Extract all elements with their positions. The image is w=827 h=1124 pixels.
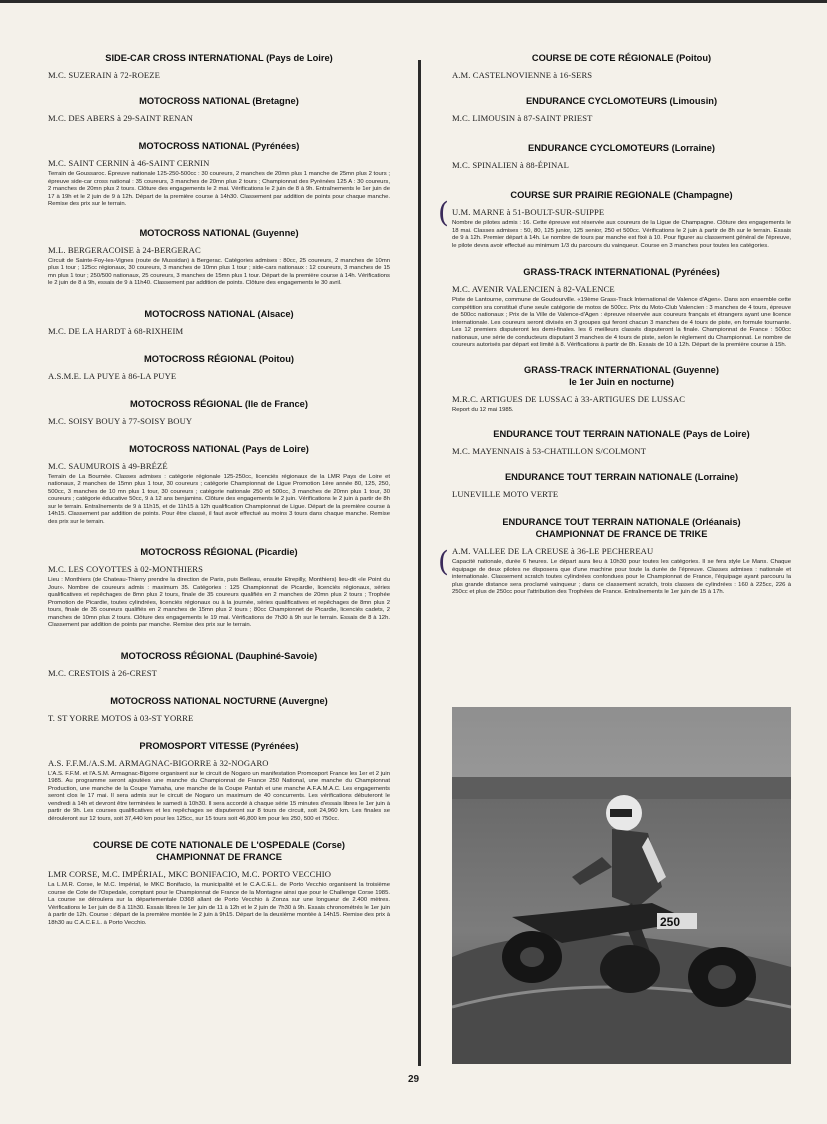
event-details: Lieu : Monthiers (de Chateau-Thierry prendre la direction de Paris, puis Belleau, ensuite Etrepilly, Monthiers) lieu-dit «le Point du Jour». Nombre de coureurs admis : maximum 35. Catégories : 125 Championnat de Picardie, licenciés régionaux, séries qualificatives et repêchages de 8mn plus 2 tours, finale de 35 coureurs qualifiés en 2 manches de 20mn plus 2 tours ; Trophée Promotion de Picardie, toutes cylindrées, licenciés régionaux ou à la journée, séries qualificatives et repêchages de 8mn plus 2 tours, finale de 35 coureurs qualifiés en 2 manches de 15mn plus 2 tours ; 80cc Championnet de Picardie, licenciés cadets, 2 manches de 10mn plus 2 tours. Clôture des engagements le 19 mai. Vérifications de 7h30 à 9h sur le terrain. Essais de 8 à 12h. Classement par addition de points par manche. Remise des prix sur le terrain.: [48, 577, 390, 628]
event-title: [48, 353, 390, 365]
event-entry: [48, 839, 390, 927]
event-entry: [48, 227, 390, 288]
event-region: (Champagne): [673, 190, 733, 200]
event-title: [452, 95, 791, 107]
top-rule: [0, 0, 827, 3]
event-type: COURSE DE COTE RÉGIONALE: [531, 53, 674, 63]
event-type: MOTOCROSS NATIONAL: [129, 443, 240, 454]
event-details: Nombre de pilotes admis : 16. Cette épreuve est réservée aux coureurs de la Ligue de Champagne. Clôture des engagements le 18 mai. Classes admises : 50, 80, 125 junior, 125 senior, 250 et 500cc. Vérifications le 2 juin à partir de 8h sur le terrain. Essais de 9 à 12h. Premier départ à 14h. Le nombre de tours par manche est fixé à 10. Pour figurer au classement général de l'épreuve, le pilote devra avoir effectué au minimum 1/3 du parcours du vainqueur. Course en 3 manches pour toutes les catégories.: [452, 220, 791, 249]
event-type: MOTOCROSS RÉGIONAL: [144, 353, 257, 364]
event-details: Report du 12 mai 1985.: [452, 406, 514, 413]
organizer-club: M.C. SAINT CERNIN à 46-SAINT CERNIN: [48, 158, 210, 168]
event-region: (Lorraine): [694, 472, 739, 482]
event-title: [48, 95, 390, 107]
event-entry: [452, 428, 791, 457]
organizer-club: LUNEVILLE MOTO VERTE: [452, 489, 559, 499]
event-entry: [452, 516, 791, 597]
margin-bracket-mark: (: [438, 196, 449, 229]
event-type: ENDURANCE CYCLOMOTEURS: [528, 143, 670, 153]
event-title: [48, 308, 390, 320]
organizer-club: M.C. SOISY BOUY à 77-SOISY BOUY: [48, 415, 193, 426]
event-type: ENDURANCE TOUT TERRAIN NATIONALE: [504, 472, 693, 482]
event-region: (Dauphiné-Savoie): [235, 650, 318, 661]
event-details: L'A.S. F.F.M. et l'A.S.M. Armagnac-Bigorre organisent sur le circuit de Nogaro un manifestation Promosport France les 1er et 2 juin 1985. Au programme seront ajoutées une manche du Championnat de France 250 National, une manche du Championnat Production, une manche de la Coupe Yamaha, une manche de la Coupe Pantah et une manche A.F.A.M.A.C. Les engagements seront clos le 17 mai. Il sera admis sur le circuit de Nogaro un maximum de 40 concurrents. Les vérifications débuteront le vendredi à 14h et devront être terminées le samedi à 10h30. Il sera accordé à chaque série 15 minutes d'essais libres le 1er juin à partir de 9h. Les courses qualificatives et les repêchages se disputeront sur 8 tours de circuit, soit 24,960 km. Les finales se dérouleront sur 12 tours, soit 37,440 km pour les 125cc, sur 15 tours soit 46,800 km pour les 250, 500 et 750cc.: [48, 770, 390, 822]
page-number: 29: [407, 1074, 420, 1085]
organizer-club: M.L. BERGERACOISE à 24-BERGERAC: [48, 244, 201, 255]
event-type: SIDE-CAR CROSS INTERNATIONAL: [105, 53, 264, 63]
event-entry: [452, 95, 791, 124]
organizer-club: M.C. MAYENNAIS à 53-CHATILLON S/COLMONT: [452, 446, 647, 456]
event-entry: [48, 650, 390, 679]
organizer-club: A.S.M.E. LA PUYE à 86-LA PUYE: [48, 370, 177, 381]
event-region: (Pays de Loire): [266, 53, 333, 63]
column-divider: [418, 60, 421, 1066]
event-entry: [48, 546, 390, 630]
event-region: (Pyrénées): [251, 740, 299, 751]
event-type: PROMOSPORT VITESSE: [139, 740, 249, 751]
event-subtitle: CHAMPIONNAT DE FRANCE DE TRIKE: [535, 529, 708, 539]
event-title: [48, 695, 390, 707]
event-type: GRASS-TRACK INTERNATIONAL: [523, 267, 670, 277]
organizer-club: T. ST YORRE MOTOS à 03-ST YORRE: [48, 712, 194, 723]
event-region: (Auvergne): [278, 695, 328, 706]
event-title: [452, 516, 791, 540]
organizer-club: M.C. DE LA HARDT à 68-RIXHEIM: [48, 325, 184, 336]
event-title: [48, 650, 390, 662]
trike-number-plate: 250: [660, 915, 681, 929]
event-region: (Poitou): [258, 353, 294, 364]
event-region: (Corse): [312, 840, 346, 850]
trike-photo-illustration: [452, 707, 791, 1064]
event-type: MOTOCROSS NATIONAL: [138, 141, 250, 151]
event-details: Terrain de La Bournée. Classes admises : catégorie régionale 125-250cc, licenciés régionaux de la LMR Pays de Loire et nationaux, 2 manches de 15mn plus 1 tour, 30 coureurs ; catégorie Championnat de Ligue Promotion 1ère année 80, 125, 250, 500cc, 3 manches de 10 mn plus 1 tour, 30 coureurs ; catégorie nationale 250 et 500cc, 3 manches de 20mn plus 1 tour, 30 coureurs ; catégorie éducative 50cc, 9 à 12 ans benjamins. Clôture des engagements le 2 juin. Vérifications le 2 juin à partir de 8h sur le terrain. Entraînements de 9 à 11h15, et de 11h15 à 12h qualification Championnat de Ligue. Départ de la première course à 14h15. Classement par addition de points. Pour être classé, il faut avoir effectué au moins 3 tours dans chaque manche. Remise des prix sur le terrain.: [48, 473, 390, 525]
event-region: (Picardie): [255, 547, 298, 557]
event-entry: [48, 52, 390, 81]
organizer-club: M.R.C. ARTIGUES DE LUSSAC à 33-ARTIGUES DE LUSSAC: [452, 393, 686, 404]
event-entry: [48, 443, 390, 527]
event-title: [452, 52, 791, 64]
event-type: MOTOCROSS NATIONAL: [139, 96, 250, 106]
organizer-club: A.M. CASTELNOVIENNE à 16-SERS: [452, 70, 593, 80]
event-type: COURSE SUR PRAIRIE REGIONALE: [510, 190, 671, 200]
event-title: [452, 471, 791, 483]
organizer-club: M.C. SAUMUROIS à 49-BRÉZÉ: [48, 460, 168, 471]
event-title: [452, 428, 791, 440]
event-entry: [48, 95, 390, 124]
margin-bracket-mark: (: [438, 545, 449, 578]
event-region: (Guyenne): [252, 227, 299, 238]
event-entry: [452, 52, 791, 81]
event-details: Capacité nationale, durée 6 heures. Le départ aura lieu à 10h30 pour toutes les catégories. Il se fera style Le Mans. Chaque équipage de deux pilotes ne disposera que d'une machine pour toute la durée de l'épreuve. Classes admises : nationale et internationale. Classement scratch toutes cylindrées confondues pour le Championnat de France, l'équipage ayant parcouru la plus grande distance sera proclamé vainqueur ; dans ce classement scratch, trois classes de cylindrées : 160 à 225cc, 226 à 250cc et plus de 250cc pour l'attribution des Trophées de France. Entraînements le 1er juin de 15 à 17h.: [452, 559, 791, 595]
event-title: [48, 546, 390, 558]
event-type: ENDURANCE CYCLOMOTEURS: [525, 96, 667, 106]
event-region: (Limousin): [669, 96, 718, 106]
event-entry: [48, 695, 390, 724]
event-entry: [452, 189, 791, 250]
event-region: (Guyenne): [672, 364, 719, 375]
event-title: [48, 740, 390, 752]
event-subtitle: CHAMPIONNAT DE FRANCE: [156, 852, 282, 862]
event-region: (Poitou): [676, 53, 712, 63]
event-entry: [452, 266, 791, 350]
event-entry: [48, 308, 390, 337]
organizer-club: M.C. LIMOUSIN à 87-SAINT PRIEST: [452, 113, 593, 123]
event-title: [48, 839, 390, 863]
event-region: (Pays de Loire): [683, 429, 750, 439]
organizer-club: U.M. MARNE à 51-BOULT-SUR-SUIPPE: [452, 207, 605, 217]
event-title: [48, 227, 390, 239]
organizer-club: A.M. VALLEE DE LA CREUSE à 36-LE PECHEREAU: [452, 546, 654, 556]
event-title: [48, 140, 390, 152]
event-region: (Pyrénées): [251, 141, 300, 151]
organizer-club: LMR CORSE, M.C. IMPÉRIAL, MKC BONIFACIO, M.C. PORTO VECCHIO: [48, 869, 332, 879]
event-region: (Ile de France): [244, 398, 308, 409]
left-column: [48, 52, 390, 941]
event-region: (Orléanais): [692, 517, 741, 527]
trike-race-photo: [452, 707, 791, 1064]
event-entry: [48, 353, 390, 382]
event-type: MOTOCROSS NATIONAL: [139, 227, 250, 238]
event-region: (Pyrénées): [672, 267, 720, 277]
organizer-club: M.C. DES ABERS à 29-SAINT RENAN: [48, 113, 193, 123]
event-type: COURSE DE COTE NATIONALE DE L'OSPEDALE: [92, 840, 310, 850]
event-type: ENDURANCE TOUT TERRAIN NATIONALE: [502, 517, 690, 527]
event-title: [452, 266, 791, 278]
event-subtitle: le 1er Juin en nocturne): [569, 376, 674, 387]
event-entry: [452, 471, 791, 500]
event-title: [452, 364, 791, 388]
event-title: [452, 142, 791, 154]
event-details: Terrain de Goussaroc. Épreuve nationale 125-250-500cc : 30 coureurs, 2 manches de 20mn plus 1 manche de 25mn plus 2 tours ; épreuve side-car cross national : 35 coureurs, 3 manches de 20mn plus 2 tours ; Championnat des Pyrénées 125 A : 30 coureurs, 2 manches de 20mn plus 2 tours. Clôture des engagements le 2 mai. Vérifications le 2 juin de 8 à 9h. Entraînements le 1er juin de 17 à 19h et le 2 juin de 9 à 12h. Départ de la première course à 14h30. Classement par addition de points pour chaque manche. Remise des prix sur le terrain.: [48, 171, 390, 207]
organizer-club: M.C. CRESTOIS à 26-CREST: [48, 667, 157, 678]
event-title: [48, 52, 390, 64]
right-column: [452, 52, 791, 611]
event-type: MOTOCROSS NATIONAL NOCTURNE: [110, 695, 277, 706]
event-type: MOTOCROSS RÉGIONAL: [130, 398, 243, 409]
event-region: (Pays de Loire): [242, 443, 309, 454]
event-type: MOTOCROSS NATIONAL: [144, 308, 255, 319]
event-entry: [48, 740, 390, 824]
event-details: Piste de Lantourne, commune de Goudourville. «19ème Grass-Track International de Valence d'Agen». Dans son ensemble cette compétition sra constitué d'une seule catégorie de motos de 500cc. Prix du Moto-Club Valencien : 3 manches de 4 tours, épreuve de 500cc nationaux ; Prix de la Ville de Valence-d'Agen : épreuve réservée aux coureurs français et étrangers ayant une licence internationale. Les coureurs seront divisés en 3 groupes qui feront chacun 3 manches de 4 tours de piste, en formule tournante. Les 12 premiers disputeront les demi-finales. les 6 meilleurs classés disputeront la finale. Championnat de France : 500cc nationaux, une série de conducteurs disputant 3 manches de 4 tours de piste, selon le règlement du Championnat. Le nombre de coureurs autorisés par départ est limité à 8. Vérifications à partir de 8h. Essais de 10 à 12h. Départ de la première course à 15h.: [452, 297, 791, 348]
event-details: Circuit de Sainte-Foy-les-Vignes (route de Mussidan) à Bergerac. Catégories admises : 80cc, 25 coureurs, 2 manches de 10mn plus 1 tour ; 125cc régionaux, 30 coureurs, 3 manches de 10mn plus 1 tour ; side-cars nationaux : 12 coureurs, 3 manches de 15 mn plus 1 tour ; 250/500 nationaux, 25 coureurs, 3 manches de 15mn plus 1 tour. Départ de la première course à 14h. Vérifications le 2 juin de 8 à 9h, essais de 9 à 11h40. Classement par addition de points. Clôture des engagements le 30 avril.: [48, 257, 390, 286]
organizer-club: M.C. LES COYOTTES à 02-MONTHIERS: [48, 564, 204, 574]
event-type: MOTOCROSS RÉGIONAL: [120, 650, 234, 661]
event-region: (Lorraine): [671, 143, 715, 153]
event-type: MOTOCROSS RÉGIONAL: [140, 547, 253, 557]
event-type: ENDURANCE TOUT TERRAIN NATIONALE: [493, 429, 681, 439]
event-region: (Alsace): [257, 308, 294, 319]
event-region: (Bretagne): [252, 96, 299, 106]
event-title: [48, 443, 390, 455]
organizer-club: M.C. SPINALIEN à 88-ÉPINAL: [452, 160, 569, 170]
event-type: GRASS-TRACK INTERNATIONAL: [524, 364, 671, 375]
event-entry: [48, 398, 390, 427]
event-entry: [452, 364, 791, 415]
event-details: La L.M.R. Corse, le M.C. Impérial, le MKC Bonifacio, la municipalité et le C.A.C.E.L. de Porto Vecchio organisent la troisième course de Cote de l'Ospedale, comptant pour le Championnat de France de la Montagne ainsi que pour le Challenge Corse 1985. La course se déroulera sur la départementale D368 allant de Porto Vecchio à Zonza sur une longueur de 2.400 mètres. Vérifications le 1er juin de 8 à 11h30. Essais libres le 1er juin de 11 à 12h et le 2 juin de 7h30 à 9h. Essais chronométrés le 1er juin à partir de 12h. Course : départ de la première montée le 2 juin à 9h15. Départ de la deuxième montée à 14h15. Remise des prix à 18h30 au C.A.C.E.L. à Porto Vecchio.: [48, 882, 390, 926]
event-entry: [48, 140, 390, 209]
organizer-club: M.C. AVENIR VALENCIEN à 82-VALENCE: [452, 284, 615, 294]
event-title: [452, 189, 791, 201]
event-entry: [452, 142, 791, 171]
event-title: [48, 398, 390, 410]
organizer-club: M.C. SUZERAIN à 72-ROEZE: [48, 70, 160, 80]
organizer-club: A.S. F.F.M./A.S.M. ARMAGNAC-BIGORRE à 32-NOGARO: [48, 757, 269, 768]
